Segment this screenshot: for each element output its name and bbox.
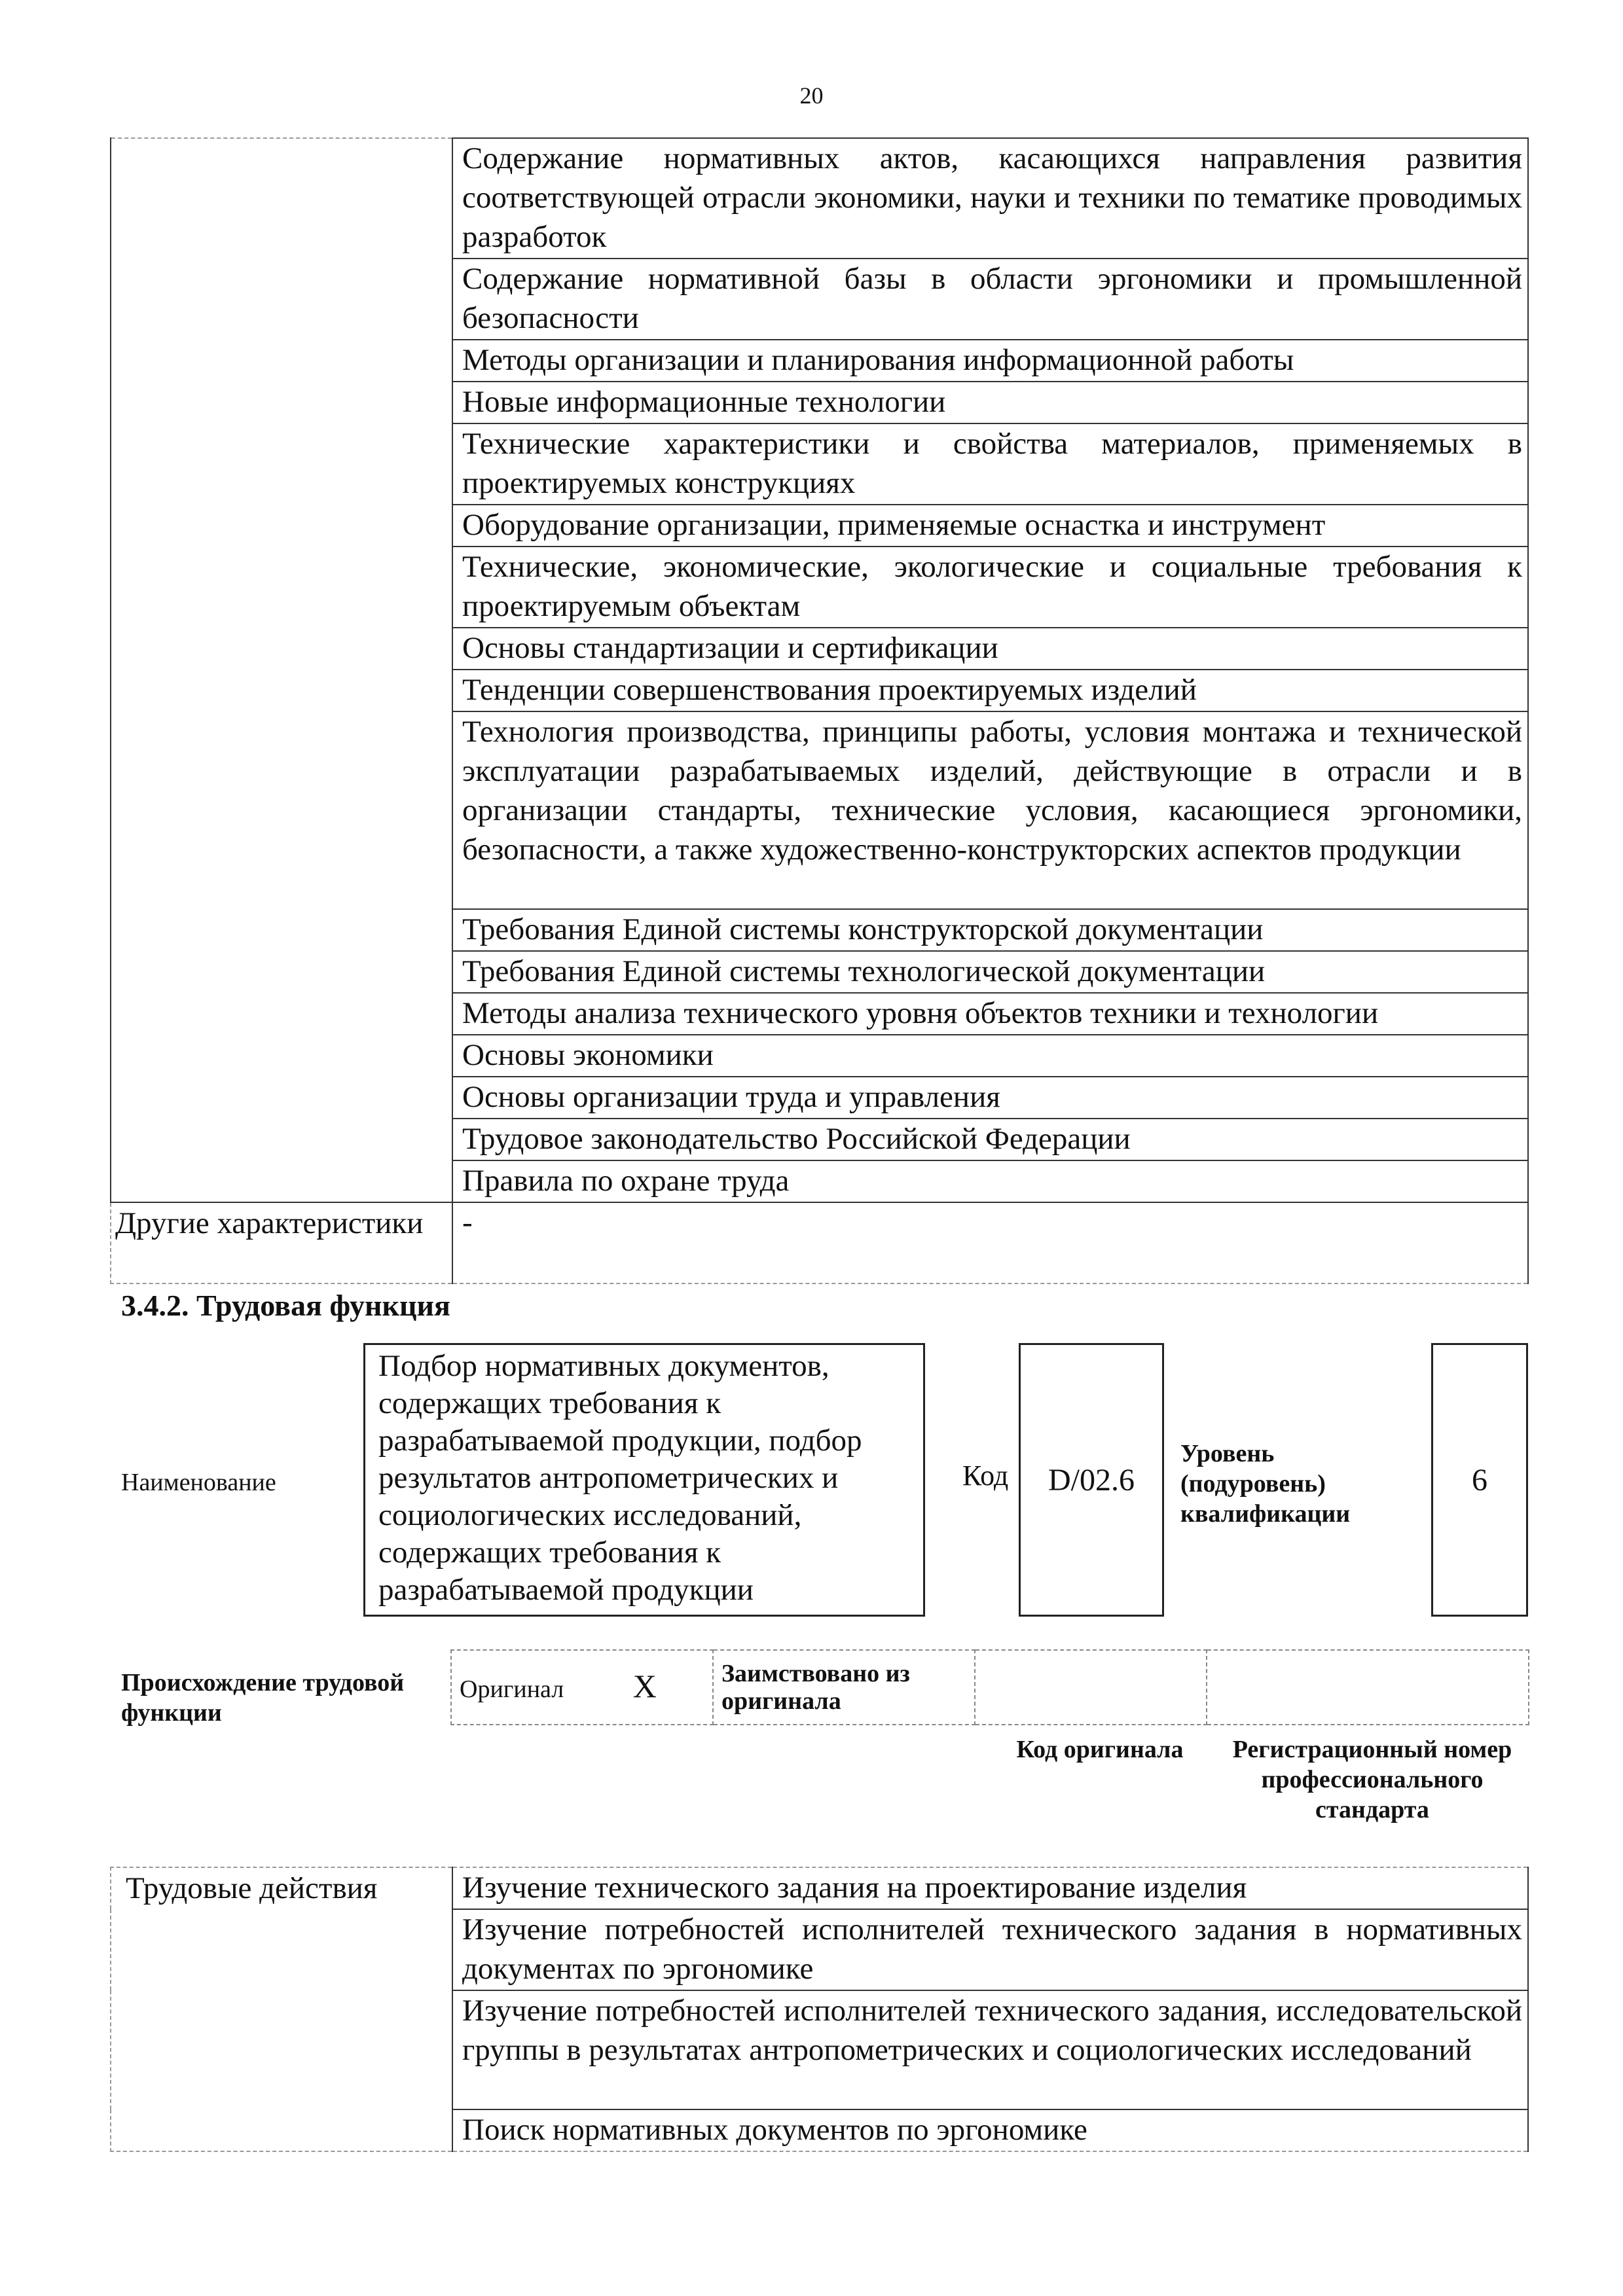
knowledge-item: Основы организации труда и управления <box>452 1077 1528 1119</box>
knowledge-item: Технология производства, принципы работы, условия монтажа и технической эксплуатации разрабатываемых изделий, действующие в отрасли и в организации стандарты, технические условия, касающиеся эргономики, безопасности, а также художественно-конструкторских аспектов продукции <box>452 711 1528 909</box>
knowledge-item: Новые информационные технологии <box>452 382 1528 423</box>
page-number: 20 <box>799 82 824 109</box>
labor-action-item: Изучение потребностей исполнителей технического задания, исследовательской группы в результатах антропометрических и социологических исследований <box>452 1990 1528 2109</box>
knowledge-item: Трудовое законодательство Российской Федерации <box>452 1119 1528 1160</box>
reg-number-caption: Регистрационный номер профессионального стандарта <box>1232 1736 1512 1823</box>
knowledge-table <box>110 137 1529 1284</box>
knowledge-item: Тенденции совершенствования проектируемых изделий <box>452 670 1528 711</box>
knowledge-item: Основы экономики <box>452 1035 1528 1077</box>
labor-action-item: Поиск нормативных документов по эргономике <box>452 2109 1528 2151</box>
knowledge-item: Методы организации и планирования информационной работы <box>452 340 1528 382</box>
function-name-box: Подбор нормативных документов, содержащих требования к разрабатываемой продукции, подбор результатов антропометрических и социологических исследований, содержащих требования к разрабатываемой продукции <box>363 1343 925 1617</box>
labor-actions-table <box>110 1867 1529 2152</box>
reg-number-cell <box>1207 1650 1529 1725</box>
original-code-cell <box>975 1650 1207 1725</box>
knowledge-item: Оборудование организации, применяемые оснастка и инструмент <box>452 505 1528 547</box>
table-row <box>451 1650 1529 1725</box>
knowledge-item: Основы стандартизации и сертификации <box>452 628 1528 670</box>
labor-action-item: Изучение технического задания на проектирование изделия <box>452 1867 1528 1909</box>
name-label: Наименование <box>121 1469 276 1496</box>
knowledge-label-cell <box>111 138 452 1202</box>
origin-table <box>450 1649 1529 1725</box>
knowledge-item: Требования Единой системы конструкторской документации <box>452 909 1528 951</box>
borrowed-label: Заимствовано из оригинала <box>713 1650 975 1725</box>
knowledge-item: Технические, экономические, экологические и социальные требования к проектируемым объектам <box>452 547 1528 628</box>
knowledge-item: Технические характеристики и свойства материалов, применяемых в проектируемых конструкциях <box>452 423 1528 505</box>
other-characteristics-value: - <box>452 1202 1528 1283</box>
level-label: Уровень (подуровень) квалификации <box>1180 1440 1351 1528</box>
origin-original-cell <box>451 1650 713 1725</box>
level-value-box: 6 <box>1431 1343 1528 1617</box>
code-label: Код <box>962 1460 1009 1492</box>
knowledge-item: Содержание нормативных актов, касающихся направления развития соответствующей отрасли экономики, науки и техники по тематике проводимых разработок <box>452 138 1528 259</box>
original-label: Оригинал <box>460 1675 564 1703</box>
labor-actions-label: Трудовые действия <box>111 1867 452 2151</box>
table-row <box>111 1867 1528 1909</box>
origin-label: Происхождение трудовой функции <box>121 1669 405 1727</box>
other-characteristics-label: Другие характеристики <box>111 1202 452 1283</box>
labor-action-item: Изучение потребностей исполнителей технического задания в нормативных документах по эргономике <box>452 1909 1528 1990</box>
knowledge-item: Требования Единой системы технологической документации <box>452 951 1528 993</box>
section-title: 3.4.2. Трудовая функция <box>121 1289 450 1322</box>
knowledge-item: Содержание нормативной базы в области эргономики и промышленной безопасности <box>452 259 1528 340</box>
knowledge-item: Правила по охране труда <box>452 1160 1528 1202</box>
original-mark: X <box>632 1667 657 1704</box>
table-row <box>111 138 1528 259</box>
code-value-box: D/02.6 <box>1019 1343 1164 1617</box>
table-row <box>111 1202 1528 1283</box>
original-code-caption: Код оригинала <box>1016 1736 1184 1763</box>
knowledge-item: Методы анализа технического уровня объектов техники и технологии <box>452 993 1528 1035</box>
